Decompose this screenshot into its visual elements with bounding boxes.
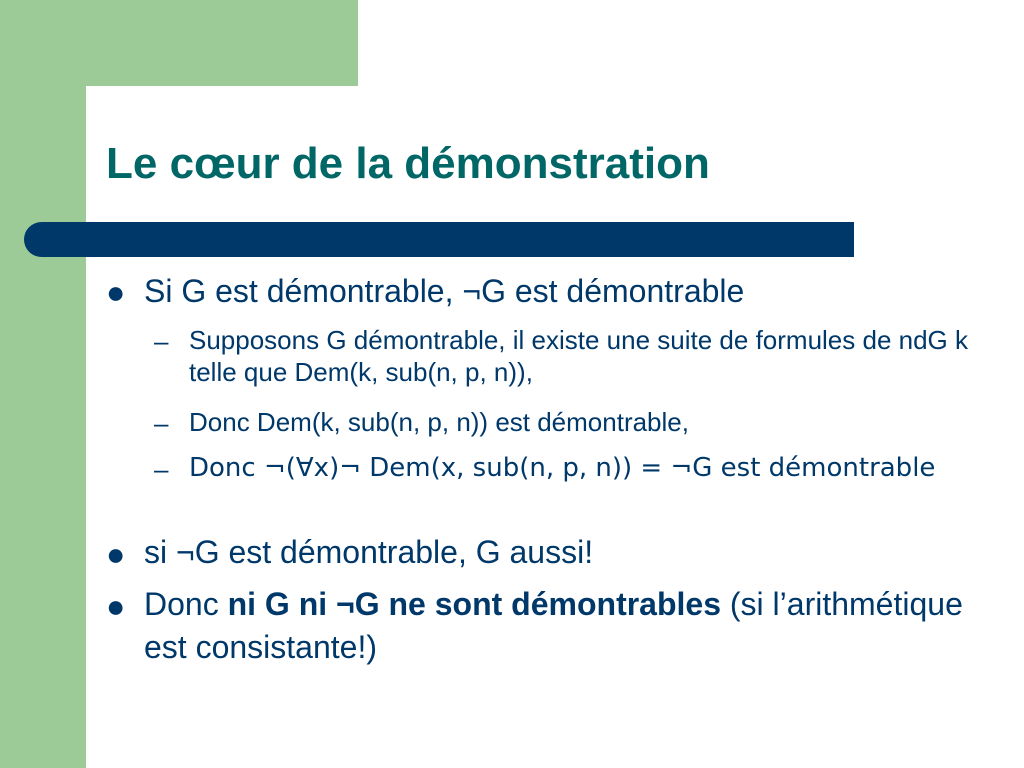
sub-bullet-2-text: Donc Dem(k, sub(n, p, n)) est démontrable, <box>189 407 689 437</box>
bullet-marker: ● <box>106 274 126 310</box>
bullet-marker: ● <box>106 588 126 624</box>
sub-bullet-3-text: Donc ¬(∀x)¬ Dem(x, sub(n, p, n)) = ¬G est démontrable <box>189 453 936 483</box>
bullet-marker: ● <box>106 536 126 572</box>
sub-bullet-1-text: Supposons G démontrable, il existe une suite de formules de ndG k telle que Dem(k, sub(n, p, n)), <box>189 325 968 387</box>
sub-bullet-marker: – <box>154 326 169 356</box>
bullet-3-suffix: (si l’arithmétique est consistante!) <box>144 586 963 665</box>
bullet-3-text <box>144 583 964 669</box>
sub-bullet-marker: – <box>154 408 169 438</box>
bullet-3-bold: ni G ni ¬G ne sont démontrables <box>227 586 721 622</box>
bullet-3-prefix: Donc <box>144 586 228 622</box>
bullet-2-text: si ¬G est démontrable, G aussi! <box>144 534 594 570</box>
sub-bullet-marker: – <box>154 454 169 484</box>
bullet-1-text: Si G est démontrable, ¬G est démontrable <box>144 273 745 309</box>
slide-title: Le cœur de la démonstration <box>106 139 710 188</box>
